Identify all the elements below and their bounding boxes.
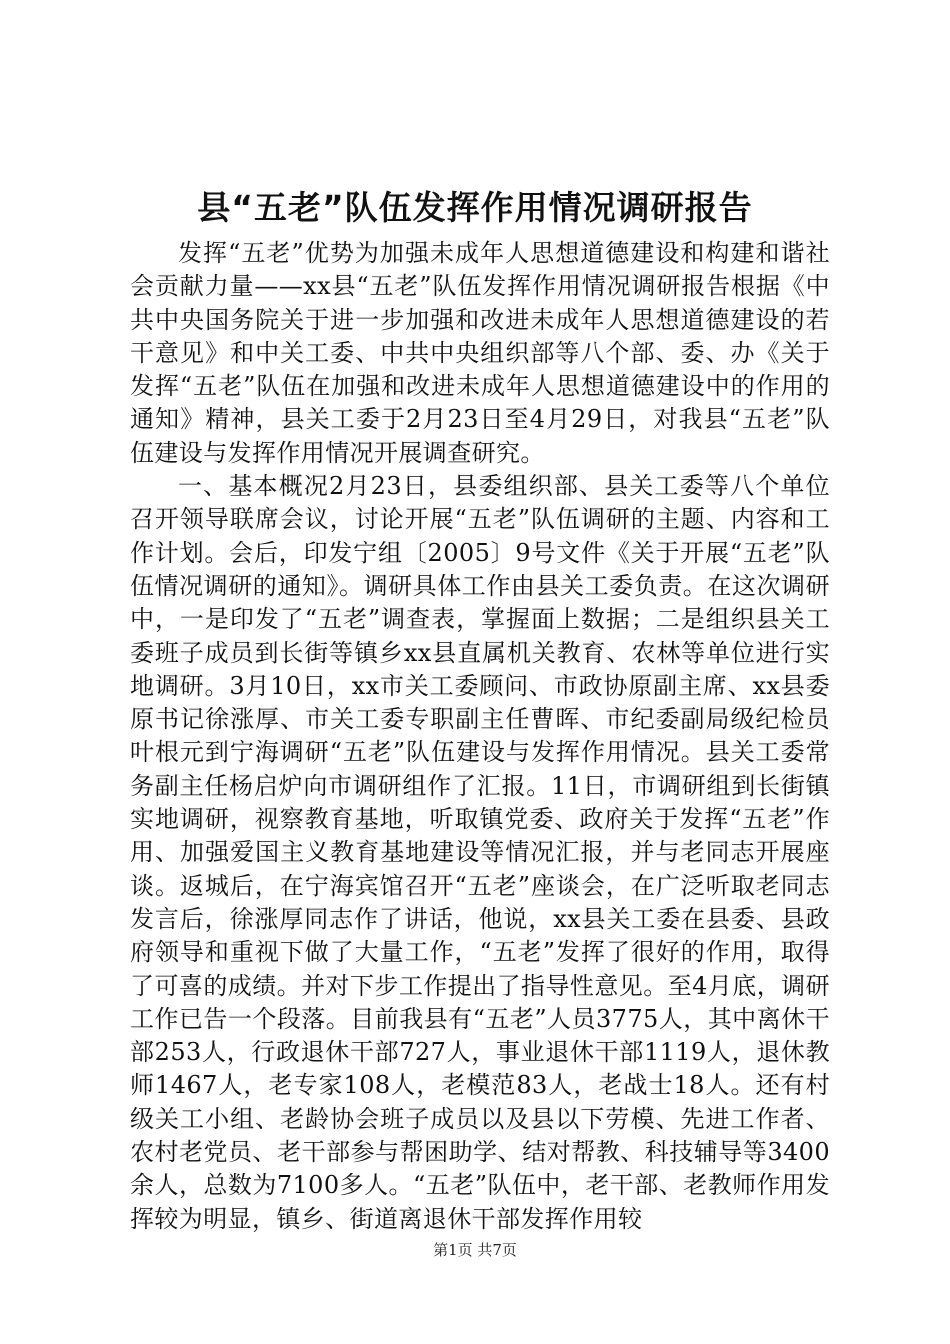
document-body xyxy=(130,237,830,1236)
body-paragraph-intro: 发挥“五老”优势为加强未成年人思想道德建设和构建和谐社会贡献力量——xx县“五老”队伍发挥作用情况调研报告根据《中共中央国务院关于进一步加强和改进未成年人思想道德建设的若干意见》和中关工委、中共中央组织部等八个部、委、办《关于发挥“五老”队伍在加强和改进未成年人思想道德建设中的作用的通知》精神，县关工委于2月23日至4月29日，对我县“五老”队伍建设与发挥作用情况开展调查研究。 xyxy=(130,239,830,467)
document-title: 县“五老”队伍发挥作用情况调研报告 xyxy=(197,188,753,227)
page-number-footer: 第1页 共7页 xyxy=(433,1241,517,1259)
body-paragraph-overview: 一、基本概况2月23日，县委组织部、县关工委等八个单位召开领导联席会议，讨论开展“五老”队伍调研的主题、内容和工作计划。会后，印发宁组〔2005〕9号文件《关于开展“五老”队伍情况调研的通知》。调研具体工作由县关工委负责。在这次调研中，一是印发了“五老”调查表，掌握面上数据；二是组织县关工委班子成员到长街等镇乡xx县直属机关教育、农林等单位进行实地调研。3月10日，xx市关工委顾问、市政协原副主席、xx县委原书记徐涨厚、市关工委专职副主任曹晖、市纪委副局级纪检员叶根元到宁海调研“五老”队伍建设与发挥作用情况。县关工委常务副主任杨启炉向市调研组作了汇报。11日，市调研组到长街镇实地调研，视察教育基地，听取镇党委、政府关于发挥“五老”作用、加强爱国主义教育基地建设等情况汇报，并与老同志开展座谈。返城后，在宁海宾馆召开“五老”座谈会，在广泛听取老同志发言后，徐涨厚同志作了讲话，他说，xx县关工委在县委、县政府领导和重视下做了大量工作，“五老”发挥了很好的作用，取得了可喜的成绩。并对下步工作提出了指导性意见。至4月底，调研工作已告一个段落。目前我县有“五老”人员3775人，其中离休干部253人，行政退休干部727人，事业退休干部1119人，退休教师1467人，老专家108人，老模范83人，老战士18人。还有村级关工小组、老龄协会班子成员以及县以下劳模、先进工作者、农村老党员、老干部参与帮困助学、结对帮教、科技辅导等3400余人，总数为7100多人。“五老”队伍中，老干部、老教师作用发挥较为明显，镇乡、街道离退休干部发挥作用较 xyxy=(130,472,830,1233)
